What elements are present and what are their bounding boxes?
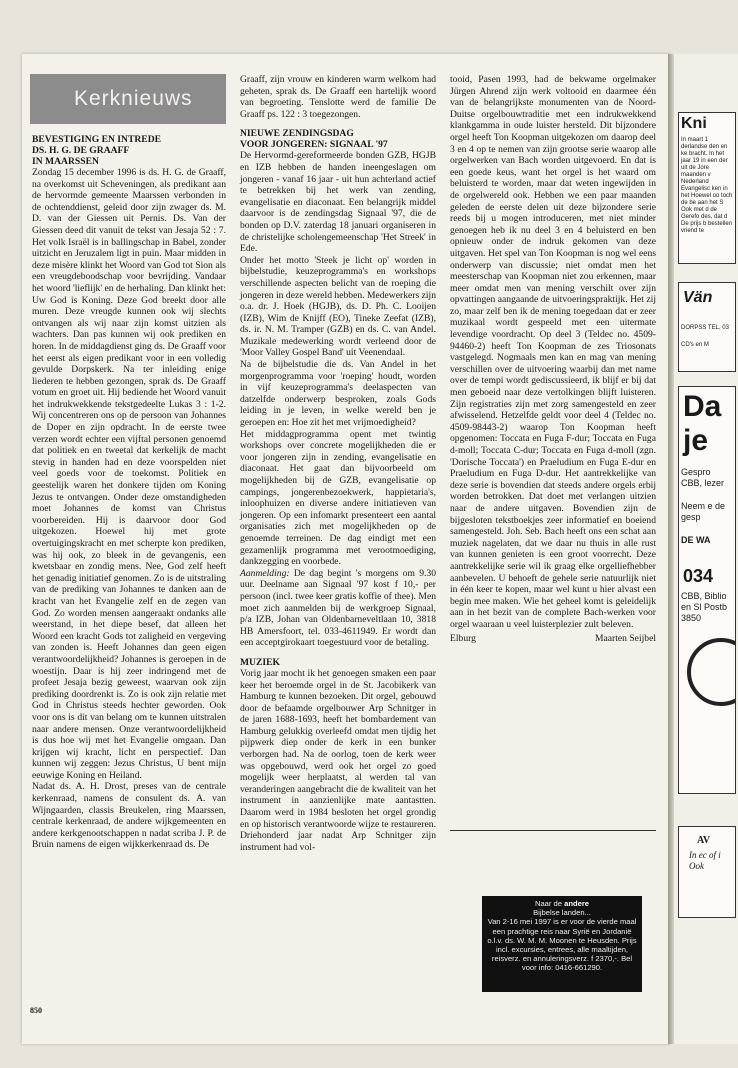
column-2 <box>240 74 436 853</box>
article-heading-line2: VOOR JONGEREN: SIGNAAL '97 <box>240 139 388 151</box>
ad-text: Neem e de gesp <box>681 501 726 522</box>
ad-title: Vän <box>683 289 713 306</box>
article-body: De Hervormd-gereformeerde bonden GZB, HGJB en IZB hebben de handen ineengeslagen om jongeren - vanaf 16 jaar - uit hun achterland actief te betrekken bij het werk van zending, evangelisatie en diaconaat. Een belangrijk middel daarvoor is de zendingsdag Signaal '97, die de bonden op D.V. zaterdag 18 januari organiseren in de christelijke scholengemeenschap 'Het Streek' in Ede. <box>240 150 436 255</box>
article-heading: NIEUWE ZENDINGSDAG <box>240 128 354 140</box>
article-body: Het middagprogramma opent met twintig workshops over concrete mogelijkheden die er voor jongeren zijn in zending, evangelisatie en diaconaat. Het gaat dan bijvoorbeeld om mogelijkheden bij de GZB, evangelisatie op campings, jongerenbezoekwerk, happietaria's, inloophuizen en diverse andere initiatieven van jongeren. Op een infomarkt presenteert een aantal organisaties zich met mogelijkheden op de genoemde terreinen. De dag eindigt met een gezamenlijk programma met verootmoediging, dankzegging en voorbede. <box>240 428 436 568</box>
ad-text: DE WA <box>681 535 711 545</box>
ad-circle-graphic <box>687 638 736 706</box>
ad-cbb <box>678 386 736 794</box>
ad-text: CBB, Biblio en Sl Postb 3850 <box>681 591 728 623</box>
magazine-page <box>22 54 670 1044</box>
ad-title: AV <box>697 835 711 846</box>
article-body <box>240 568 436 649</box>
article-body: tooid, Pasen 1993, had de bekwame orgelmaker Jürgen Ahrend zijn werk voltooid en daarmee één van de belangrijkste monumenten van de Noord-Duitse orgelbouwtraditie met een indrukwekkend klankgamma in oude luister hersteld. Dit bijzondere orgel heeft Ton Koopman uitgekozen om daarop deel 3 en 4 op te nemen van zijn grootse serie waarop alle orgelwerken van Bach worden uitgevoerd. En dat is een goede keus, want het orgel is het waard om beluisterd te worden, maar dat weten ingewijden in de orgelwereld ook. Hebben we een paar maanden geleden de eerste delen uit deze bijzondere serie reeds bij u mogen introduceren, met niet minder genoegen heb ik nu deel 3 en 4 beluisterd en ben opnieuw onder de indruk gekomen van deze uitgaven. Het spel van Ton Koopman is nog wel eens onderwerp van discussie; niet omdat men het meesterschap van Koopman niet zou erkennen, maar meer omdat men van mening verschilt over zijn opvattingen aangaande de uitvoeringspraktijk. Het zij zo, maar zelf ben ik de mening toegedaan dat er zeer muzikaal wordt gespeeld met een uitermate levendige voordracht. Op deel 3 (Teldec no. 4509-94460-2) heeft Ton Koopman de zes Triosonats vastgelegd. Nogmaals men kan en mag van mening verschillen over de uitvoering waarbij dan met name over de tempi wordt gediscussieerd, ik blijf er bij dat men geboeid naar deze vertolkingen blijft luisteren. Zijn registraties zijn met zorg samengesteld en zeer afwisselend. Hetzelfde geldt voor deel 4 (Teldec no. 4509-98443-2) waarop Ton Koopman heeft opgenomen: Toccata en Fuga F-dur; Toccata en Fuga d-moll; Toccata C-dur; Toccata en Fuga d-moll (zgn. 'Dorische Toccata') en Praeludium en Fuga E-dur en Praeludium en Fuga D-dur. Het aantrekkelijke van deze serie is bovendien dat steeds andere orgels erbij worden betrokken. Dat doet met verlangen uitzien naar de andere uitgaven. Bovendien zijn de bijgesloten tekstboekjes zeer informatief en boeiend samengesteld. Joh. Seb. Bach heeft ons een schat aan muziek nagelaten, dat we daar nu thuis in alle rust van kunnen genieten is een groot voorrecht. Deze aantrekkelijke serie wil ik graag elke orgelliefhebber aanbevelen. U behoeft de gehele serie natuurlijk niet in één keer te kopen, maar wel kunt u hier alvast een begin mee maken. Wie het geheel komt is geleidelijk aan in het bezit van de complete Bach-werken voor orgel waaraan u veel luisterplezier zult beleven. <box>450 74 656 630</box>
ad-line: Bijbelse landen... <box>533 908 591 918</box>
section-banner <box>30 74 226 124</box>
article-heading-line2: DS. H. G. DE GRAAFF <box>32 145 130 156</box>
ad-knijff <box>678 112 736 264</box>
ad-text: In maart 1 derlandse den en ke bracht. In het jaar 19 in een der uit de Jore maanden v Nederland Evangelisc ken in het Hoewel oo toch de be aan het S Ook met d de Gerefo des, dat d De prijs b bestellen vriend te <box>681 137 733 234</box>
ad-vandorp <box>678 282 736 372</box>
signature <box>450 633 656 645</box>
column-3 <box>450 74 656 644</box>
article-body: Nadat ds. A. H. Drost, preses van de centrale kerkenraad, namens de consulent ds. A. van Wijngaarden, classis Breukelen, ring Maarssen, centrale kerkenraad, de andere wijkgemeenten en andere kerkgenootschappen n nadat scriba J. P. de Bruin namens de eigen wijkkerkenraad ds. De <box>32 781 226 851</box>
aanmelding-label: Aanmelding: <box>240 567 290 579</box>
article-body: Vorig jaar mocht ik het genoegen smaken een paar keer het beroemde orgel in de St. Jacobikerk van Hamburg te kunnen bezoeken. Dit orgel, gebouwd door de befaamde orgelbouwer Arp Schnitger in de jaren 1688-1693, heeft het bombardement van Hamburg gelukkig overleefd omdat men tijdig het pijpwerk diep onder de kerk in een bunker verborgen had. Na de oorlog, toen de kerk weer was opgebouwd, werd ook het orgel zo goed mogelijk weer herplaatst, al werden tal van veranderingen aangebracht die de kwaliteit van het instrument in aanzienlijke mate aantastten. Daarom werd in 1984 besloten het orgel grondig en op historisch verantwoorde wijze te restaureren. Driehonderd jaar nadat Arp Schnitger zijn instrument had vol- <box>240 667 436 853</box>
ad-phone: 034 <box>683 566 714 586</box>
aanmelding-text: De dag begint 's morgens om 9.30 uur. Deelname aan Signaal '97 kost f 10,- per persoon (incl. twee keer gratis koffie of thee). Men moet zich aanmelden bij de werkgroep Signaal, p/a IZB, Johan van Oldenbarneveltlaan 10, 3818 HB Amersfoort, tel. 033-4611949. Er wordt dan een acceptgirokaart toegestuurd voor de betaling. <box>240 567 436 649</box>
ad-title: Da <box>683 390 722 423</box>
signature-place: Elburg <box>450 632 476 644</box>
article-body: Na de bijbelstudie die ds. Van Andel in het morgenprogramma voor 'roeping' houdt, worden in vijf keuzeprogramma's deelaspecten van datzelfde onderwerp besproken, zoals Gods leiding in je leven, in welke wereld ben je geroepen en: Hoe zit het met vrijmoedigheid? <box>240 359 436 429</box>
facing-page <box>674 54 738 1044</box>
ad-footer: CD's en M <box>681 342 709 348</box>
ad-title-line2: je <box>683 424 709 457</box>
article-heading-line3: IN MAARSSEN <box>32 156 99 167</box>
article-body: Onder het motto 'Steek je licht op' worden in bijbelstudie, keuzeprogramma's en workshops verschillende aspecten belicht van de roeping die jongeren in deze wereld hebben. Medewerkers zijn o.a. dr. J. Hoek (HGJB), ds. D. Ph. C. Looijen (IZB), Wim de Knijff (EO), Tineke Zeefat (IZB), ds. ir. N. M. Tramper (GZB) en ds. C. van Andel. Muzikale medewerking wordt verleend door de 'Moor Valley Gospel Band' uit Veenendaal. <box>240 254 436 359</box>
article-body: Zondag 15 december 1996 is ds. H. G. de Graaff, na overkomst uit Scheveningen, als predikant aan de hervormde gemeente Maarssen verbonden in de ochtenddienst, geleid door zijn zwager ds. M. D. van der Giessen uit Pernis. Ds. Van der Giessen deed dit vanuit de tekst van Jesaja 52 : 7. Het volk Israël is in ballingschap in Babel, zonder uitzicht en Jeruzalem ligt in puin. Maar midden in deze misère klinkt het Woord van God tot Sion als een vreugdeboodschap voor bevrijding. Vandaar het woord 'lieflijk' en de herhaling. Dan klinkt het: Uw God is Koning. Deze God breekt door alle muren. Deze vreugde kunnen ook wij slechts ontvangen als wij naar zijn komst uitzien als wachters. Dan pas kunnen wij ook prediken en horen. In de middagdienst ging ds. De Graaff voor het eerst als eigen predikant voor in een volledig gevulde Dorpskerk. Na ter inleiding enige liederen te hebben gezongen, sprak ds. De Graaff votum en groet uit. Hij bediende het Woord vanuit het indrukwekkende tekstgedeelte Lukas 3 : 1-2. Wij concentreren ons op de persoon van Johannes de Doper en zijn opdracht. In de eerste twee verzen wordt echter een vijftal personen genoemd dat politiek en en tweetal dat kerkelijk de macht stevig in handen had en deze voorspelden niet veel goeds voor de toekomst. Politiek en geestelijk waren het donkere tijden om Koning Jezus te ontvangen. Onder deze omstandigheden moet Johannes de komst van Christus voorbereiden. Hij is daarvoor door God uitgekozen. Hoewel hij met grote overtuigingskracht en met scherpte kon prediken, was hij ook, zo bleek in de gevangenis, een kwetsbaar en zondig mens. Nee, God zelf heeft het genadig initiatief genomen. Zo is de uitstraling van de prediking van Johannes te danken aan de kracht van het Evangelie zelf en de zegen van God. Zo worden mensen aangeraakt ondanks alle weerstand, in het diepe besef, dat alleen het Woord een kracht Gods tot zaligheid en vergeving van zonden is. Heeft Johannes dan geen eigen verantwoordelijkheid? Johannes is geroepen in de woestijn. Daar is hij zeer indringend met de profeet Jesaja bezig geweest, waarvan ook zijn prediking doordrenkt is. Zo is ook zijn relatie met God in Christus steeds hechter geworden. Ook voor ons is dit van belang om te kunnen uitstralen naar andere mensen. Onze verantwoordelijkheid is dus hoe wij met het Evangelie omgaan. Dan krijgen wij kracht, licht en perspectief. Dan kunnen wij zeggen: Jezus Christus, U bent mijn eeuwige Koning en Heiland. <box>32 167 226 781</box>
page-number: 850 <box>30 1006 42 1015</box>
article-heading: MUZIEK <box>240 656 280 668</box>
section-title: Kerknieuws <box>74 87 193 110</box>
article-body: Graaff, zijn vrouw en kinderen warm welkom had geheten, sprak ds. De Graaff een hartelijk woord van begroeting. Tenslotte werd de familie De Graaff ps. 122 : 3 toegezongen. <box>240 74 436 120</box>
ad-av <box>678 826 736 918</box>
ad-text: Gespro CBB, lezer <box>681 467 725 488</box>
article-heading: BEVESTIGING EN INTREDE <box>32 134 162 145</box>
ad-line: Naar de <box>534 899 562 908</box>
column-1 <box>32 132 226 851</box>
ad-line-bold: andere <box>564 899 590 908</box>
ad-text: In ec of i Ook <box>689 850 721 871</box>
travel-ad <box>482 896 642 992</box>
ad-text: DORPSS TEL. 03 <box>681 325 729 331</box>
signature-author: Maarten Seijbel <box>594 632 656 644</box>
ad-title: Kni <box>681 115 707 132</box>
ad-body: Van 2-16 mei 1997 is er voor de vierde maal een prachtige reis naar Syrië en Jordanië o.l.v. ds. W. M. M. Moonen te Heusden. Prijs incl. excursies, entrees, alle maaltijden, reisverz. en annuleringsverz. f 2370,-. Bel voor info: 0416-661290. <box>487 917 637 973</box>
divider <box>450 830 656 831</box>
